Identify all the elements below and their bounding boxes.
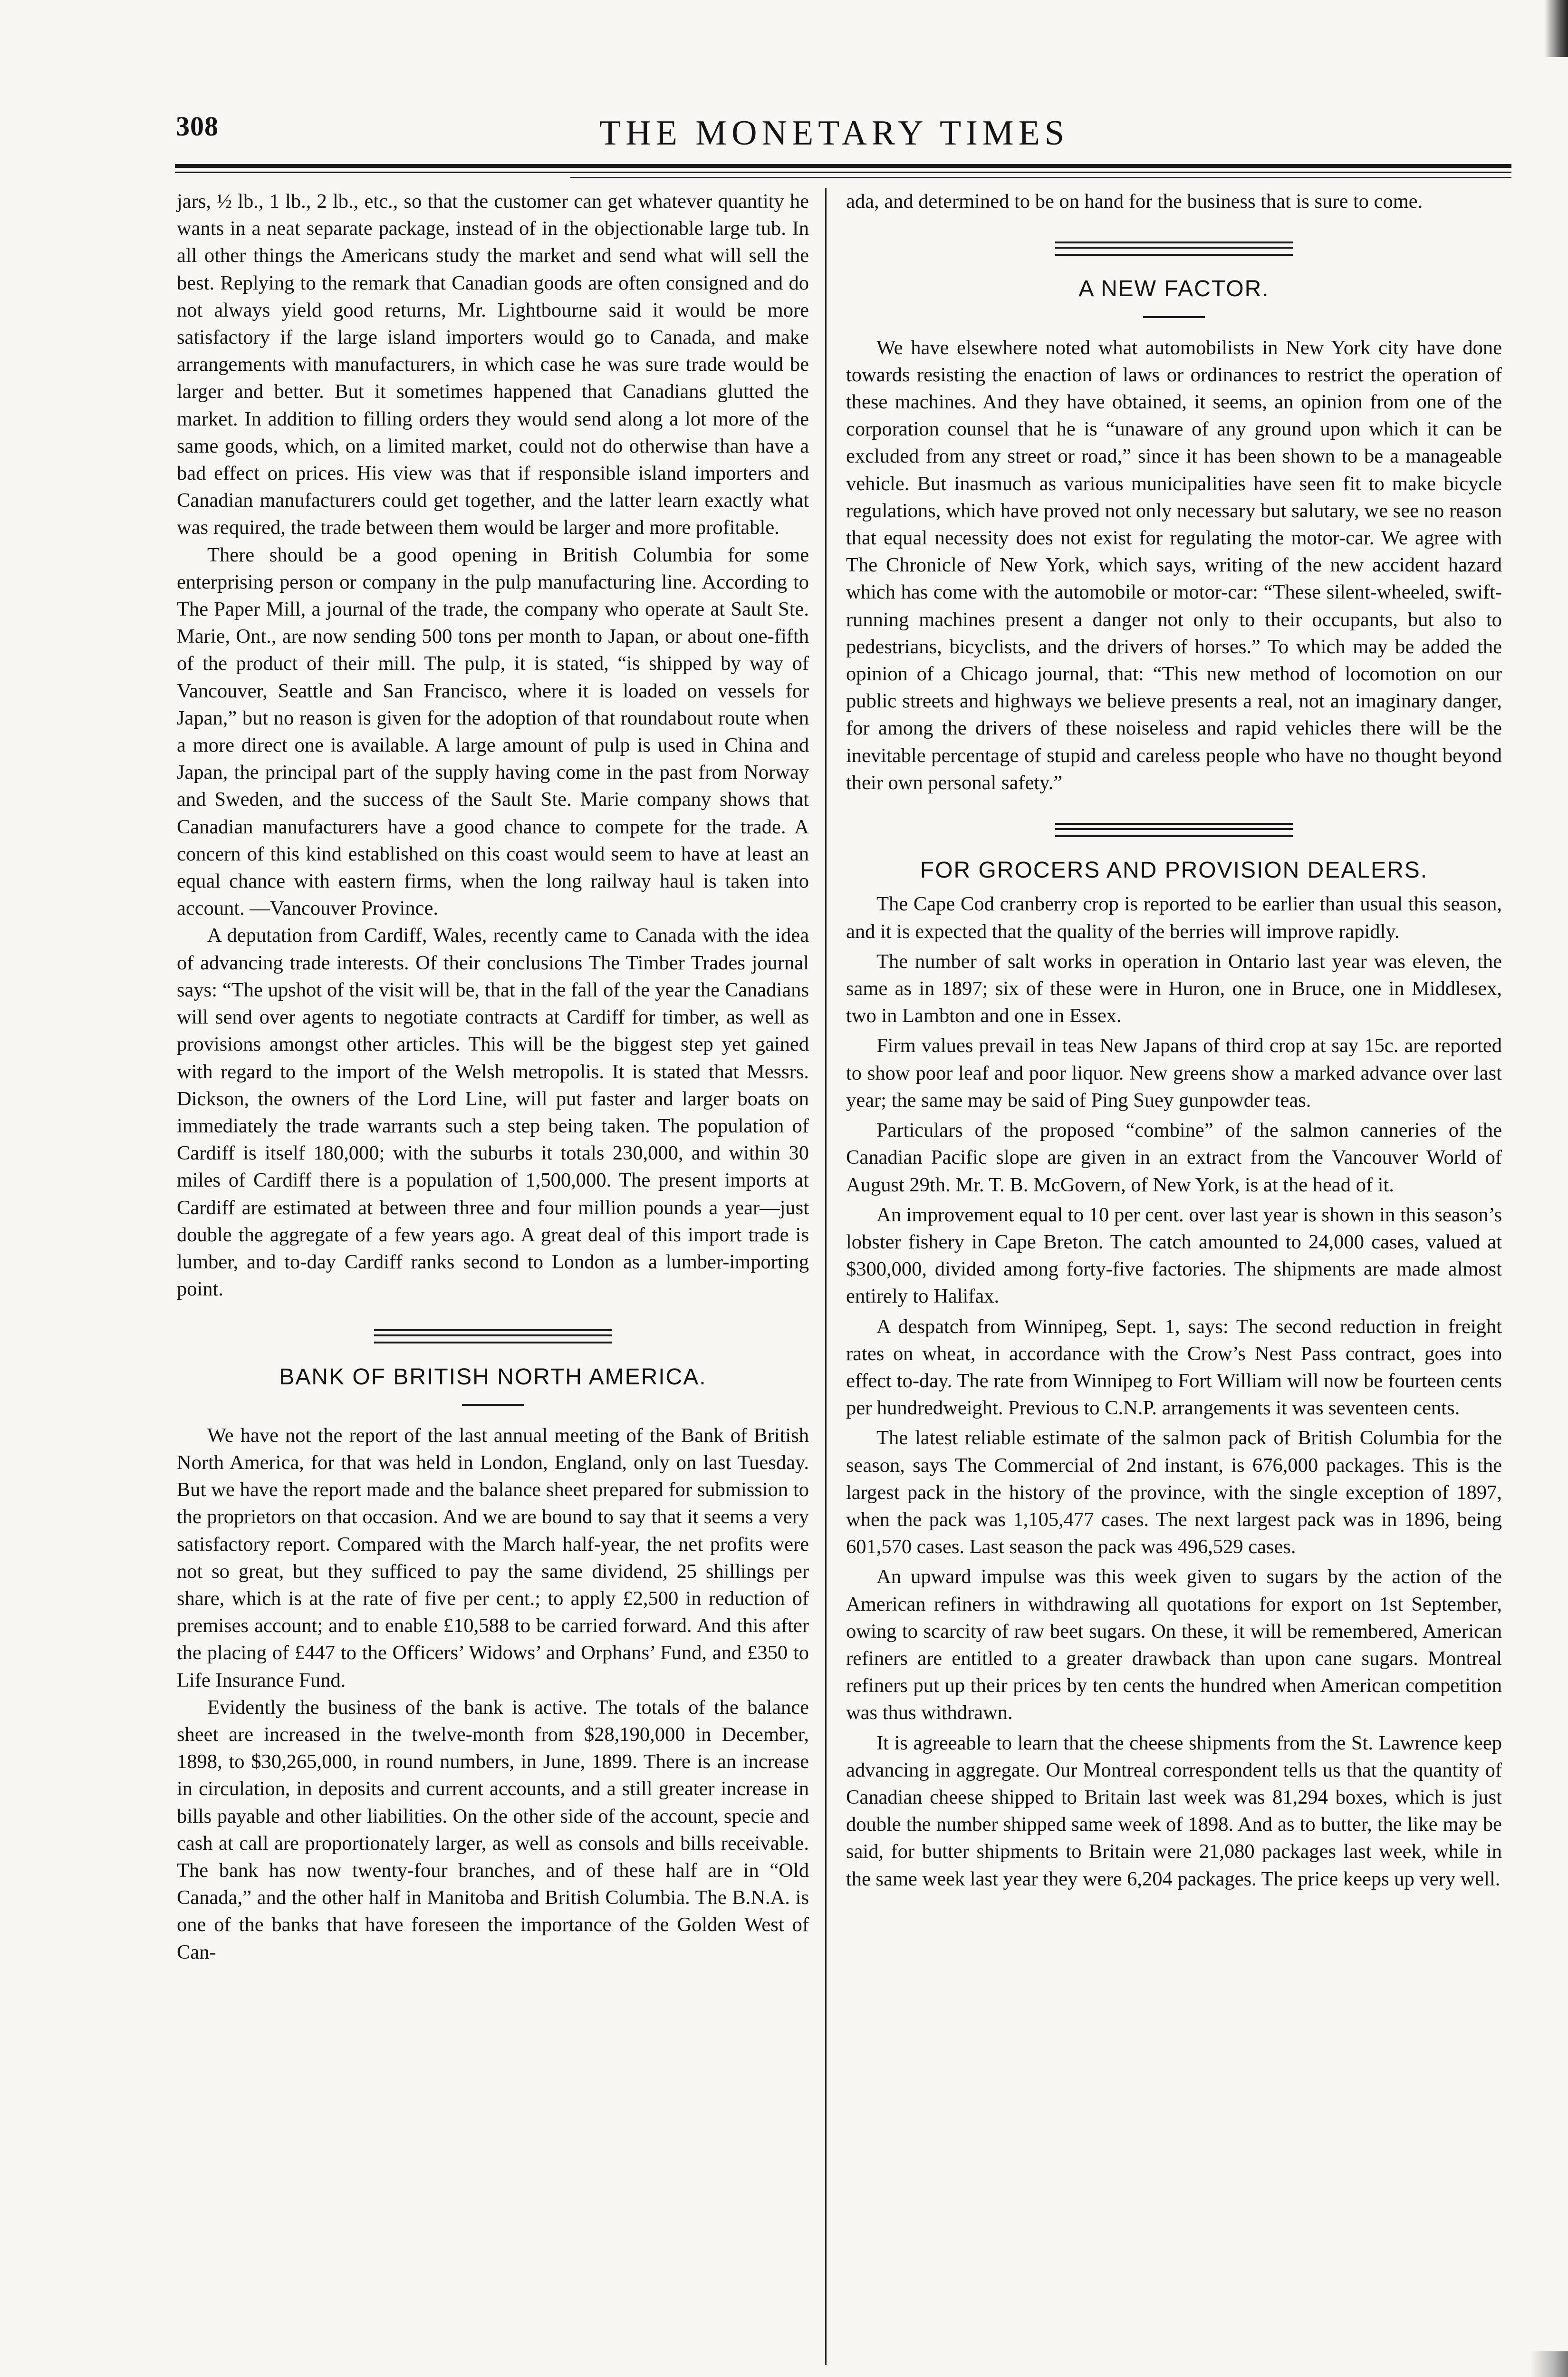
section-divider — [846, 236, 1502, 263]
header-rule-thin — [175, 172, 1511, 173]
article-paragraph: We have elsewhere noted what automobilists in New York city have done towards resisting the enaction of laws or ordinances to restrict the operation of these machines. And they have obtained, it seems, an opinion from one of the corporation counsel that he is “unaware of any ground upon which it can be excluded from any street or road,” since it has been shown to be a manageable vehicle. But inasmuch as various municipalities have seen fit to make bicycle regulations, which have proved not only necessary but salutary, we see no reason that equal necessity does not exist for regulating the motor-car. We agree with The Chronicle of New York, which says, writing of the new accident hazard which has come with the automobile or motor-car: “These silent-wheeled, swift-running machines present a danger not only to their occupants, but also to pedestrians, bicyclists, and the drivers of horses.” To which may be added the opinion of a Chicago journal, that: “This new method of locomotion on our public streets and highways we believe presents a real, not an imaginary danger, for among the drivers of these noiseless and rapid vehicles there will be the inevitable percentage of stupid and careless people who have no thought beyond their own personal safety.” — [846, 336, 1502, 794]
section-divider — [177, 1324, 809, 1351]
article-paragraph-continued: ada, and determined to be on hand for the business that is sure to come. — [846, 190, 1423, 213]
article-paragraph: There should be a good opening in British Columbia for some enterprising person or company in the pulp manufacturing line. According to The Paper Mill, a journal of the trade, the company who operate at Sault Ste. Marie, Ont., are now sending 500 tons per month to Japan, or about one-fifth of the product of their mill. The pulp, it is stated, “is shipped by way of Vancouver, Seattle and San Francisco, where it is loaded on vessels for Japan,” but no reason is given for the adoption of that roundabout route when a more direct one is available. A large amount of pulp is used in China and Japan, the principal part of the supply having come in the past from Norway and Sweden, and the success of the Sault Ste. Marie company shows that Canadian manufacturers have a good chance to compete for the trade. A concern of this kind established on this coast would seem to have at least an equal chance with eastern firms, when the long railway haul is taken into account. —Vancouver Province. — [177, 543, 809, 920]
article-paragraph: It is agreeable to learn that the cheese shipments from the St. Lawrence keep advancing in aggregate. Our Montreal correspondent tells us that the quantity of Canadian cheese shipped to Britain last week was 81,294 boxes, which is just double the number shipped same week of 1898. And as to butter, the like may be said, for butter shipments to Britain were 21,080 packages last week, while in the same week last year they were 6,204 packages. The price keeps up very well. — [846, 1731, 1502, 1890]
scan-edge-mark — [1544, 0, 1568, 57]
article-paragraph: An improvement equal to 10 per cent. over last year is shown in this season’s lobster fishery in Cape Breton. The catch amounted to 24,000 cases, valued at $300,000, divided among forty-five factories. The shipments are made almost entirely to Halifax. — [846, 1203, 1502, 1308]
header-rule-thin-2 — [570, 177, 1511, 178]
article-paragraph: The latest reliable estimate of the salmon pack of British Columbia for the season, says The Commercial of 2nd instant, is 676,000 packages. This is the largest pack in the history of the province, with the single exception of 1897, when the pack was 1,105,477 cases. The next largest pack was in 1896, being 601,570 cases. Last season the pack was 496,529 cases. — [846, 1427, 1502, 1558]
article-paragraph: Firm values prevail in teas New Japans of third crop at say 15c. are reported to show poor leaf and poor liquor. New greens show a marked advance over last year; the same may be said of Ping Suey gunpowder teas. — [846, 1034, 1502, 1111]
section-title-bank-of-british-north-america: BANK OF BRITISH NORTH AMERICA. — [279, 1364, 707, 1390]
title-underline — [846, 309, 1502, 318]
article-paragraph: jars, ½ lb., 1 lb., 2 lb., etc., so that the customer can get whatever quantity he wants in a neat separate package, instead of in the objectionable large tub. In all other things the Americans study the market and send what will sell the best. Replying to the remark that Canadian goods are often consigned and do not always yield good returns, Mr. Lightbourne said it would be more satisfactory if the large island importers would go to Canada, and make arrangements with manufacturers, in which case he was sure trade would be larger and better. But it sometimes happened that Canadians glutted the market. In addition to filling orders they would send along a lot more of the same goods, which, on a limited market, could not do otherwise than have a bad effect on prices. His view was that if responsible island importers and Canadian manufacturers could get together, and the latter learn exactly what was required, the trade between them would be larger and more profitable. — [177, 190, 809, 539]
article-paragraph: The number of salt works in operation in Ontario last year was eleven, the same as in 1897; six of these were in Huron, one in Bruce, one in Middlesex, two in Lambton and one in Essex. — [846, 950, 1502, 1027]
page-number: 308 — [176, 111, 219, 142]
section-divider — [846, 817, 1502, 844]
section-title-for-grocers: FOR GROCERS AND PROVISION DEALERS. — [920, 858, 1428, 883]
article-paragraph: Evidently the business of the bank is active. The totals of the balance sheet are increased in the twelve-month from $28,190,000 in December, 1898, to $30,265,000, in round numbers, in June, 1899. There is an increase in circulation, in deposits and current accounts, and a still greater increase in bills payable and other liabilities. On the other side of the account, specie and cash at call are proportionately larger, as well as consols and bills receivable. The bank has now twenty-four branches, and of these half are in “Old Canada,” and the other half in Manitoba and British Columbia. The B.N.A. is one of the banks that have foreseen the importance of the Golden West of Can- — [177, 1696, 809, 1963]
right-column — [846, 188, 1502, 1893]
article-paragraph: A deputation from Cardiff, Wales, recently came to Canada with the idea of advancing trade interests. Of their conclusions The Timber Trades journal says: “The upshot of the visit will be, that in the fall of the year the Canadians will send over agents to negotiate contracts at Cardiff for timber, as well as provisions amongst other articles. This will be the biggest step yet gained with regard to the import of the Welsh metropolis. It is stated that Messrs. Dickson, the owners of the Lord Line, will put faster and larger boats on immediately the trade warrants such a step being taken. The population of Cardiff is itself 180,000; with the suburbs it totals 230,000, and within 30 miles of Cardiff there is a population of 1,500,000. The present imports at Cardiff are estimated at between three and four million pounds a year—just double the aggregate of a few years ago. A great deal of this import trade is lumber, and to-day Cardiff ranks second to London as a lumber-importing point. — [177, 924, 809, 1301]
article-paragraph: Particulars of the proposed “combine” of the salmon canneries of the Canadian Pacific slope are given in an extract from the Vancouver World of August 29th. Mr. T. B. McGovern, of New York, is at the head of it. — [846, 1119, 1502, 1196]
masthead-title: THE MONETARY TIMES — [599, 114, 1069, 153]
article-paragraph: A despatch from Winnipeg, Sept. 1, says: The second reduction in freight rates on wheat, in accordance with the Crow’s Nest Pass contract, goes into effect to-day. The rate from Winnipeg to Fort William will now be fourteen cents per hundredweight. Previous to C.N.P. arrangements it was seventeen cents. — [846, 1315, 1502, 1420]
column-divider — [825, 188, 827, 2365]
article-paragraph: We have not the report of the last annual meeting of the Bank of British North America, for that was held in London, England, only on last Tuesday. But we have the report made and the balance sheet prepared for submission to the proprietors on that occasion. And we are bound to say that it seems a very satisfactory report. Compared with the March half-year, the net profits were not so great, but they sufficed to pay the same dividend, 25 shillings per share, which is at the rate of five per cent.; to apply £2,500 in reduction of premises account; and to enable £10,588 to be carried forward. And this after the placing of £447 to the Officers’ Widows’ and Orphans’ Fund, and £350 to Life Insurance Fund. — [177, 1424, 809, 1691]
header-rule-thick — [175, 164, 1511, 168]
article-paragraph: An upward impulse was this week given to sugars by the action of the American refiners in withdrawing all quotations for export on 1st September, owing to scarcity of raw beet sugars. On these, it will be remembered, American refiners are entitled to a greater drawback than upon cane sugars. Montreal refiners put up their prices by ten cents the hundred when American competition was thus withdrawn. — [846, 1565, 1502, 1724]
section-title-a-new-factor: A NEW FACTOR. — [1078, 276, 1270, 302]
scan-edge-mark-bottom — [1530, 2351, 1568, 2377]
article-paragraph: The Cape Cod cranberry crop is reported to be earlier than usual this season, and it is expected that the quality of the berries will improve rapidly. — [846, 893, 1502, 943]
title-underline — [177, 1397, 809, 1406]
left-column — [177, 188, 809, 1966]
